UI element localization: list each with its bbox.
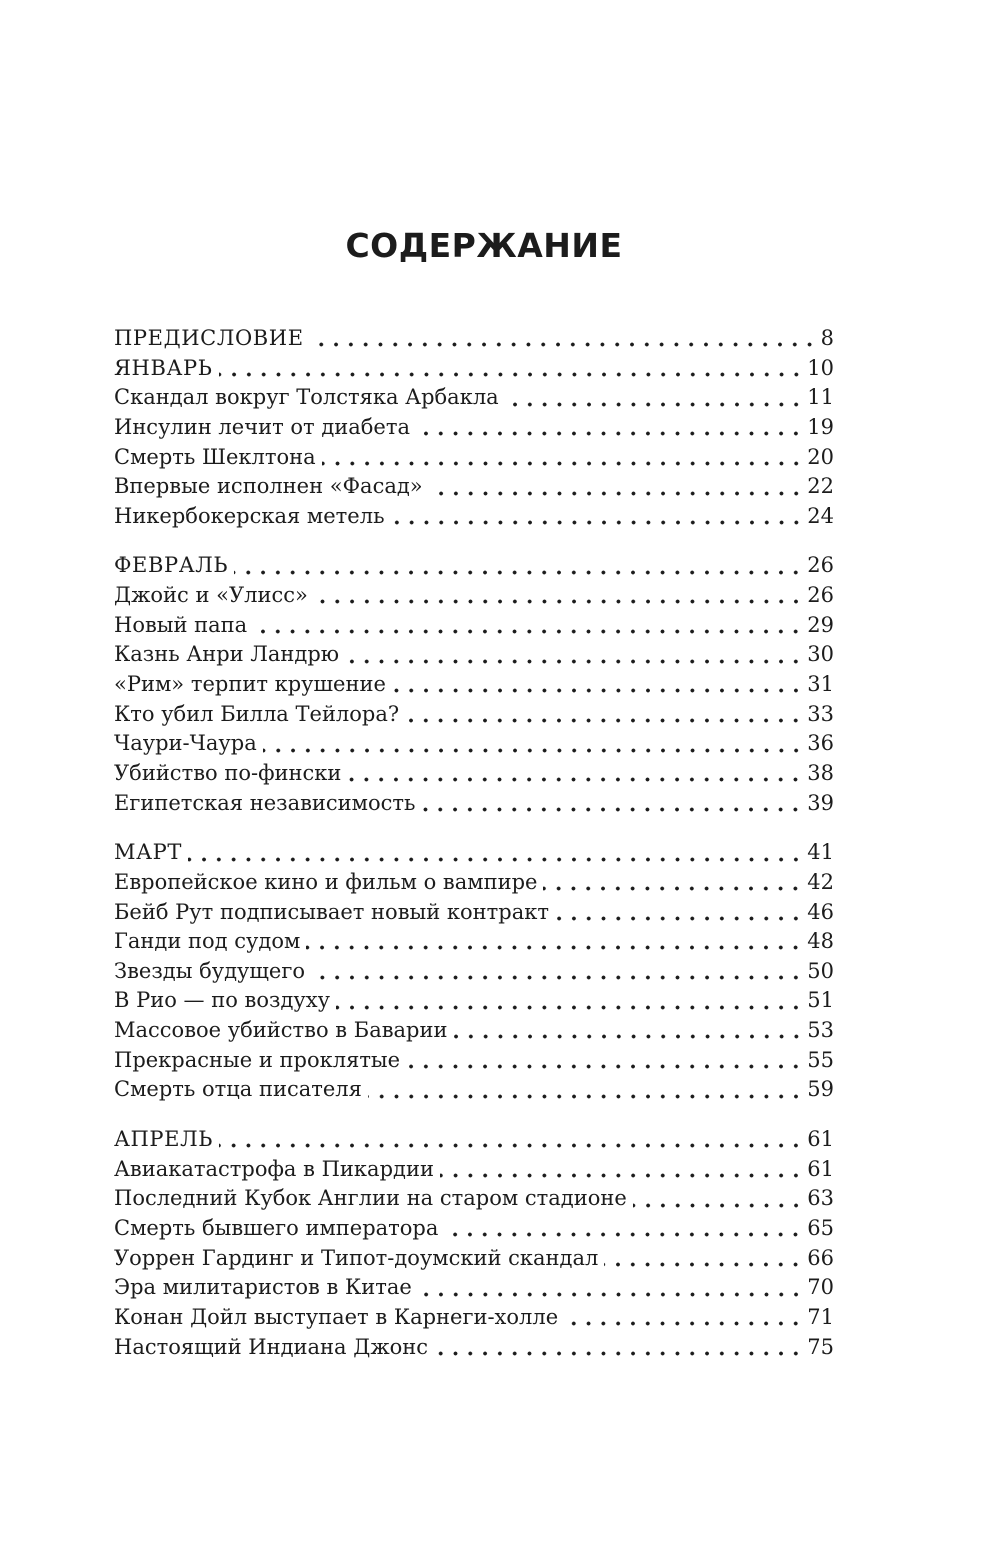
dot-leader (306, 945, 803, 950)
dot-leader (368, 1094, 803, 1099)
dot-leader (219, 1143, 803, 1148)
toc-entry-row (114, 413, 834, 443)
toc-chapter-row (114, 1125, 834, 1155)
toc-entry-page-number: 70 (807, 1275, 834, 1300)
toc-entry-title: Прекрасные и проклятые (114, 1047, 401, 1072)
toc-entry-title: Массовое убийство в Баварии (114, 1018, 448, 1043)
dot-leader (263, 748, 804, 753)
toc-entry-row (114, 1333, 834, 1363)
dot-leader (555, 916, 803, 921)
toc-entry-row (114, 789, 834, 819)
toc-section (114, 1125, 834, 1362)
toc-entry-title: ФЕВРАЛЬ (114, 553, 229, 578)
toc-entry-title: Кто убил Билла Тейлора? (114, 701, 400, 726)
toc-entry-page-number: 36 (807, 731, 834, 756)
dot-leader (219, 372, 804, 377)
toc-entry-row (114, 611, 834, 641)
toc-entry-title: МАРТ (114, 840, 182, 865)
toc-entry-page-number: 41 (807, 840, 834, 865)
toc-entry-page-number: 61 (807, 1156, 834, 1181)
toc-entry-title: Эра милитаристов в Китае (114, 1275, 412, 1300)
toc-entry-page-number: 26 (807, 553, 834, 578)
toc-entry-page-number: 66 (807, 1245, 834, 1270)
toc-entry-title: Убийство по-фински (114, 760, 342, 785)
dot-leader (345, 659, 803, 664)
toc-entry-page-number: 8 (820, 326, 834, 350)
toc-entry-row (114, 868, 834, 898)
toc-chapter-row (114, 324, 834, 354)
toc-entry-title: Казнь Анри Ландрю (114, 642, 340, 667)
dot-leader (434, 1351, 803, 1356)
toc-entry-page-number: 19 (807, 414, 834, 439)
toc-entry-row (114, 1273, 834, 1303)
toc-entry-title: Европейское кино и фильм о вампире (114, 869, 538, 894)
dot-leader (564, 1321, 803, 1326)
toc-entry-row (114, 1016, 834, 1046)
toc-entry-page-number: 50 (807, 958, 834, 983)
toc-entry-row (114, 1214, 834, 1244)
toc-section (114, 838, 834, 1105)
dot-leader (311, 975, 803, 980)
dot-leader (454, 1034, 804, 1039)
toc-entry-page-number: 22 (807, 474, 834, 499)
dot-leader (421, 807, 803, 812)
dot-leader (604, 1262, 803, 1267)
toc-entry-page-number: 11 (807, 385, 834, 410)
toc-entry-page-number: 61 (807, 1127, 834, 1152)
dot-leader (336, 1005, 803, 1010)
dot-leader (543, 886, 803, 891)
dot-leader (429, 491, 804, 496)
toc-chapter-row (114, 838, 834, 868)
toc-entry-row (114, 927, 834, 957)
toc-entry-title: Смерть отца писателя (114, 1077, 362, 1102)
toc-chapter-row (114, 551, 834, 581)
toc-entry-title: Скандал вокруг Толстяка Арбакла (114, 385, 499, 410)
dot-leader (310, 342, 817, 347)
dot-leader (314, 599, 803, 604)
toc-entry-row (114, 700, 834, 730)
toc-entry-title: Смерть бывшего императора (114, 1215, 439, 1240)
toc-entry-page-number: 38 (807, 760, 834, 785)
dot-leader (391, 520, 804, 525)
toc-entry-page-number: 29 (807, 612, 834, 637)
toc-entry-row (114, 1184, 834, 1214)
dot-leader (444, 1232, 803, 1237)
toc-entry-row (114, 986, 834, 1016)
toc-entry-title: Смерть Шеклтона (114, 444, 316, 469)
toc-entry-page-number: 33 (807, 701, 834, 726)
toc-entry-page-number: 26 (807, 583, 834, 608)
dot-leader (405, 718, 803, 723)
toc-entry-title: ПРЕДИСЛОВИЕ (114, 326, 304, 350)
toc-entry-title: Бейб Рут подписывает новый контракт (114, 899, 549, 924)
toc-entry-title: Впервые исполнен «Фасад» (114, 474, 423, 499)
toc-entry-row (114, 1303, 834, 1333)
toc-entry-title: Чаури-Чаура (114, 731, 257, 756)
toc-entry-page-number: 10 (807, 355, 834, 380)
toc-entry-page-number: 53 (807, 1018, 834, 1043)
toc-entry-title: Инсулин лечит от диабета (114, 414, 410, 439)
toc-entry-page-number: 24 (807, 503, 834, 528)
toc-entry-title: ЯНВАРЬ (114, 355, 213, 380)
toc-entry-page-number: 31 (807, 672, 834, 697)
toc-entry-page-number: 51 (807, 988, 834, 1013)
toc-entry-title: Ганди под судом (114, 929, 301, 954)
toc-entry-page-number: 20 (807, 444, 834, 469)
toc-entry-title: Новый папа (114, 612, 248, 637)
toc-entry-row (114, 1075, 834, 1105)
toc-entry-row (114, 898, 834, 928)
dot-leader (440, 1173, 803, 1178)
toc-entry-title: Последний Кубок Англии на старом стадионе (114, 1186, 627, 1211)
toc-entry-title: Звезды будущего (114, 958, 305, 983)
toc-entry-page-number: 75 (807, 1334, 834, 1359)
toc-entry-row (114, 1046, 834, 1076)
toc-entry-page-number: 55 (807, 1047, 834, 1072)
toc-entry-row (114, 472, 834, 502)
toc-entry-row (114, 502, 834, 532)
toc-entry-row (114, 383, 834, 413)
dot-leader (418, 1292, 803, 1297)
toc-section (114, 551, 834, 818)
table-of-contents (114, 324, 834, 1382)
dot-leader (253, 629, 803, 634)
toc-entry-row (114, 1155, 834, 1185)
toc-entry-title: В Рио — по воздуху (114, 988, 330, 1013)
toc-entry-title: Джойс и «Улисс» (114, 583, 308, 608)
toc-entry-row (114, 443, 834, 473)
toc-entry-page-number: 48 (807, 929, 834, 954)
toc-entry-title: АПРЕЛЬ (114, 1127, 213, 1152)
dot-leader (392, 688, 803, 693)
dot-leader (322, 461, 804, 466)
toc-entry-title: «Рим» терпит крушение (114, 672, 386, 697)
toc-entry-title: Египетская независимость (114, 790, 416, 815)
toc-entry-page-number: 63 (807, 1186, 834, 1211)
toc-entry-row (114, 729, 834, 759)
toc-entry-page-number: 39 (807, 790, 834, 815)
toc-entry-title: Настоящий Индиана Джонс (114, 1334, 429, 1359)
dot-leader (188, 857, 803, 862)
toc-entry-row (114, 670, 834, 700)
toc-chapter-row (114, 354, 834, 384)
toc-entry-row (114, 957, 834, 987)
dot-leader (505, 402, 804, 407)
toc-entry-page-number: 42 (807, 869, 834, 894)
dot-leader (234, 570, 803, 575)
toc-entry-page-number: 46 (807, 899, 834, 924)
toc-entry-page-number: 71 (807, 1304, 834, 1329)
toc-entry-row (114, 640, 834, 670)
toc-entry-page-number: 30 (807, 642, 834, 667)
toc-entry-title: Уоррен Гардинг и Типот-доумский скандал (114, 1245, 599, 1270)
toc-entry-title: Конан Дойл выступает в Карнеги-холле (114, 1304, 559, 1329)
dot-leader (406, 1064, 803, 1069)
toc-entry-title: Авиакатастрофа в Пикардии (114, 1156, 434, 1181)
dot-leader (347, 777, 803, 782)
toc-entry-title: Никербокерская метель (114, 503, 385, 528)
toc-entry-row (114, 581, 834, 611)
toc-entry-page-number: 59 (807, 1077, 834, 1102)
toc-entry-row (114, 1244, 834, 1274)
toc-entry-row (114, 759, 834, 789)
toc-section (114, 324, 834, 531)
page-title: СОДЕРЖАНИЕ (345, 226, 623, 265)
dot-leader (633, 1203, 803, 1208)
dot-leader (416, 431, 803, 436)
toc-entry-page-number: 65 (807, 1215, 834, 1240)
